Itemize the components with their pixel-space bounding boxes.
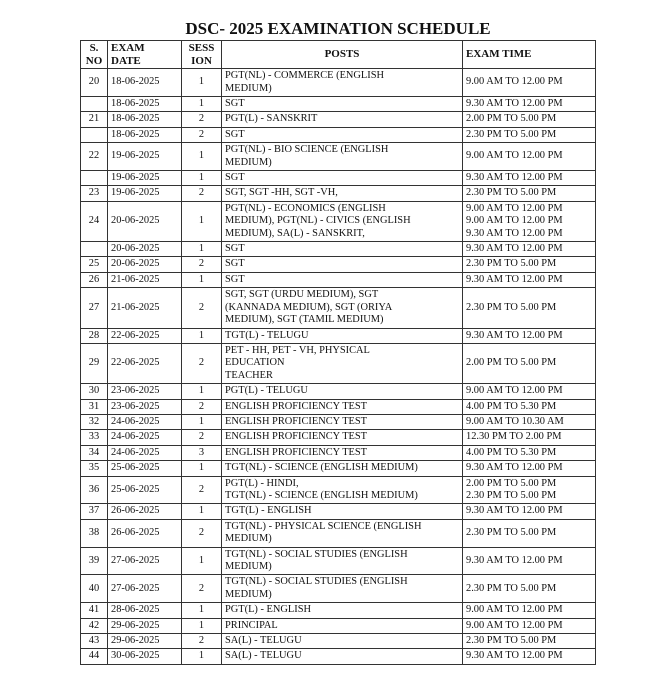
table-row xyxy=(81,504,596,519)
exam-time-cell: 9.30 AM TO 12.00 PM xyxy=(463,171,596,186)
exam-date-cell: 27-06-2025 xyxy=(108,547,182,575)
session-cell: 2 xyxy=(182,430,222,445)
table-row xyxy=(81,445,596,460)
exam-time-cell: 2.30 PM TO 5.00 PM xyxy=(463,575,596,603)
posts-cell: TGT(L) - TELUGU xyxy=(222,328,463,343)
posts-cell: TGT(NL) - SOCIAL STUDIES (ENGLISH MEDIUM) xyxy=(222,547,463,575)
serial-number-cell: 38 xyxy=(81,519,108,547)
posts-cell: SGT xyxy=(222,272,463,287)
session-cell: 2 xyxy=(182,575,222,603)
exam-time-cell: 2.00 PM TO 5.00 PM 2.30 PM TO 5.00 PM xyxy=(463,476,596,504)
exam-date-cell: 29-06-2025 xyxy=(108,634,182,649)
serial-number-cell: 43 xyxy=(81,634,108,649)
session-cell: 2 xyxy=(182,257,222,272)
session-cell: 2 xyxy=(182,343,222,383)
header-posts: POSTS xyxy=(222,41,463,69)
posts-cell: ENGLISH PROFICIENCY TEST xyxy=(222,414,463,429)
exam-time-cell: 9.00 AM TO 12.00 PM xyxy=(463,618,596,633)
exam-time-cell: 9.00 AM TO 10.30 AM xyxy=(463,414,596,429)
exam-date-cell: 18-06-2025 xyxy=(108,112,182,127)
session-cell: 1 xyxy=(182,143,222,171)
table-header-row xyxy=(81,41,596,69)
header-exam-date xyxy=(108,41,182,69)
serial-number-cell: 22 xyxy=(81,143,108,171)
exam-time-cell: 2.00 PM TO 5.00 PM xyxy=(463,112,596,127)
session-cell: 1 xyxy=(182,547,222,575)
exam-time-cell: 2.30 PM TO 5.00 PM xyxy=(463,288,596,328)
exam-time-cell: 9.00 AM TO 12.00 PM xyxy=(463,384,596,399)
serial-number-cell: 33 xyxy=(81,430,108,445)
exam-time-cell: 2.30 PM TO 5.00 PM xyxy=(463,127,596,142)
table-row xyxy=(81,127,596,142)
serial-number-cell: 29 xyxy=(81,343,108,383)
serial-number-cell: 24 xyxy=(81,201,108,241)
header-session-line2: ION xyxy=(191,54,212,67)
posts-cell: PRINCIPAL xyxy=(222,618,463,633)
header-sno-line1: S. xyxy=(89,42,99,54)
posts-cell: TGT(NL) - SOCIAL STUDIES (ENGLISH MEDIUM) xyxy=(222,575,463,603)
session-cell: 1 xyxy=(182,272,222,287)
serial-number-cell: 26 xyxy=(81,272,108,287)
exam-date-cell: 20-06-2025 xyxy=(108,257,182,272)
table-row xyxy=(81,519,596,547)
posts-cell: ENGLISH PROFICIENCY TEST xyxy=(222,430,463,445)
exam-time-cell: 2.30 PM TO 5.00 PM xyxy=(463,634,596,649)
table-row xyxy=(81,634,596,649)
exam-date-cell: 25-06-2025 xyxy=(108,461,182,476)
session-cell: 1 xyxy=(182,649,222,664)
exam-date-cell: 24-06-2025 xyxy=(108,445,182,460)
exam-date-cell: 22-06-2025 xyxy=(108,328,182,343)
session-cell: 1 xyxy=(182,603,222,618)
exam-time-cell: 9.30 AM TO 12.00 PM xyxy=(463,649,596,664)
session-cell: 2 xyxy=(182,519,222,547)
table-row xyxy=(81,343,596,383)
table-row xyxy=(81,272,596,287)
posts-cell: PGT(L) - ENGLISH xyxy=(222,603,463,618)
exam-date-cell: 19-06-2025 xyxy=(108,171,182,186)
exam-date-cell: 27-06-2025 xyxy=(108,575,182,603)
posts-cell: PGT(NL) - BIO SCIENCE (ENGLISH MEDIUM) xyxy=(222,143,463,171)
exam-time-cell: 12.30 PM TO 2.00 PM xyxy=(463,430,596,445)
exam-date-cell: 26-06-2025 xyxy=(108,504,182,519)
table-row xyxy=(81,649,596,664)
table-row xyxy=(81,201,596,241)
exam-date-cell: 23-06-2025 xyxy=(108,384,182,399)
serial-number-cell: 31 xyxy=(81,399,108,414)
exam-time-cell: 9.00 AM TO 12.00 PM xyxy=(463,603,596,618)
schedule-title: DSC- 2025 EXAMINATION SCHEDULE xyxy=(80,18,596,41)
posts-cell: SGT xyxy=(222,171,463,186)
exam-date-cell: 18-06-2025 xyxy=(108,69,182,97)
exam-time-cell: 9.00 AM TO 12.00 PM xyxy=(463,143,596,171)
table-row xyxy=(81,186,596,201)
exam-time-cell: 2.30 PM TO 5.00 PM xyxy=(463,519,596,547)
header-session-line1: SESS xyxy=(188,42,215,54)
posts-cell: PGT(L) - SANSKRIT xyxy=(222,112,463,127)
exam-date-cell: 30-06-2025 xyxy=(108,649,182,664)
session-cell: 2 xyxy=(182,288,222,328)
serial-number-cell: 21 xyxy=(81,112,108,127)
posts-cell: TGT(NL) - PHYSICAL SCIENCE (ENGLISH MEDIUM) xyxy=(222,519,463,547)
posts-cell: SGT xyxy=(222,242,463,257)
exam-date-cell: 23-06-2025 xyxy=(108,399,182,414)
serial-number-cell: 35 xyxy=(81,461,108,476)
exam-date-cell: 19-06-2025 xyxy=(108,186,182,201)
table-row xyxy=(81,257,596,272)
exam-date-cell: 19-06-2025 xyxy=(108,143,182,171)
session-cell: 1 xyxy=(182,97,222,112)
exam-date-cell: 20-06-2025 xyxy=(108,242,182,257)
exam-time-cell: 4.00 PM TO 5.30 PM xyxy=(463,399,596,414)
session-cell: 1 xyxy=(182,504,222,519)
header-date-line2: DATE xyxy=(111,54,141,67)
posts-cell: PGT(NL) - ECONOMICS (ENGLISH MEDIUM), PGT(NL) - CIVICS (ENGLISH MEDIUM), SA(L) - SANSKRIT, xyxy=(222,201,463,241)
posts-cell: PET - HH, PET - VH, PHYSICAL EDUCATION TEACHER xyxy=(222,343,463,383)
table-row xyxy=(81,399,596,414)
serial-number-cell: 27 xyxy=(81,288,108,328)
posts-cell: SGT xyxy=(222,97,463,112)
exam-date-cell: 21-06-2025 xyxy=(108,288,182,328)
posts-cell: SGT xyxy=(222,127,463,142)
serial-number-cell: 20 xyxy=(81,69,108,97)
posts-cell: ENGLISH PROFICIENCY TEST xyxy=(222,399,463,414)
serial-number-cell: 39 xyxy=(81,547,108,575)
posts-cell: SA(L) - TELUGU xyxy=(222,649,463,664)
serial-number-cell xyxy=(81,242,108,257)
session-cell: 1 xyxy=(182,414,222,429)
posts-cell: TGT(NL) - SCIENCE (ENGLISH MEDIUM) xyxy=(222,461,463,476)
serial-number-cell: 40 xyxy=(81,575,108,603)
table-row xyxy=(81,97,596,112)
session-cell: 1 xyxy=(182,201,222,241)
serial-number-cell xyxy=(81,171,108,186)
exam-date-cell: 18-06-2025 xyxy=(108,127,182,142)
serial-number-cell: 25 xyxy=(81,257,108,272)
serial-number-cell: 23 xyxy=(81,186,108,201)
session-cell: 1 xyxy=(182,171,222,186)
serial-number-cell: 42 xyxy=(81,618,108,633)
session-cell: 2 xyxy=(182,112,222,127)
table-row xyxy=(81,430,596,445)
exam-date-cell: 25-06-2025 xyxy=(108,476,182,504)
serial-number-cell: 44 xyxy=(81,649,108,664)
exam-time-cell: 9.30 AM TO 12.00 PM xyxy=(463,272,596,287)
table-row xyxy=(81,575,596,603)
session-cell: 1 xyxy=(182,328,222,343)
exam-date-cell: 18-06-2025 xyxy=(108,97,182,112)
header-session xyxy=(182,41,222,69)
exam-time-cell: 9.00 AM TO 12.00 PM 9.00 AM TO 12.00 PM 9.30 AM TO 12.00 PM xyxy=(463,201,596,241)
serial-number-cell: 41 xyxy=(81,603,108,618)
session-cell: 2 xyxy=(182,399,222,414)
posts-cell: PGT(L) - TELUGU xyxy=(222,384,463,399)
exam-date-cell: 24-06-2025 xyxy=(108,414,182,429)
serial-number-cell: 30 xyxy=(81,384,108,399)
table-row xyxy=(81,69,596,97)
serial-number-cell xyxy=(81,127,108,142)
serial-number-cell xyxy=(81,97,108,112)
session-cell: 2 xyxy=(182,127,222,142)
exam-time-cell: 9.30 AM TO 12.00 PM xyxy=(463,461,596,476)
serial-number-cell: 34 xyxy=(81,445,108,460)
exam-time-cell: 9.00 AM TO 12.00 PM xyxy=(463,69,596,97)
header-serial-number xyxy=(81,41,108,69)
session-cell: 1 xyxy=(182,461,222,476)
exam-time-cell: 2.30 PM TO 5.00 PM xyxy=(463,186,596,201)
exam-time-cell: 2.00 PM TO 5.00 PM xyxy=(463,343,596,383)
header-date-line1: EXAM xyxy=(111,42,145,54)
posts-cell: ENGLISH PROFICIENCY TEST xyxy=(222,445,463,460)
session-cell: 3 xyxy=(182,445,222,460)
serial-number-cell: 37 xyxy=(81,504,108,519)
exam-date-cell: 24-06-2025 xyxy=(108,430,182,445)
table-row xyxy=(81,242,596,257)
table-row xyxy=(81,461,596,476)
table-row xyxy=(81,384,596,399)
session-cell: 2 xyxy=(182,634,222,649)
table-row xyxy=(81,143,596,171)
table-row xyxy=(81,171,596,186)
serial-number-cell: 28 xyxy=(81,328,108,343)
table-row xyxy=(81,547,596,575)
table-row xyxy=(81,112,596,127)
posts-cell: PGT(L) - HINDI, TGT(NL) - SCIENCE (ENGLISH MEDIUM) xyxy=(222,476,463,504)
session-cell: 2 xyxy=(182,186,222,201)
exam-date-cell: 22-06-2025 xyxy=(108,343,182,383)
session-cell: 1 xyxy=(182,69,222,97)
exam-time-cell: 2.30 PM TO 5.00 PM xyxy=(463,257,596,272)
exam-time-cell: 9.30 AM TO 12.00 PM xyxy=(463,97,596,112)
table-row xyxy=(81,603,596,618)
exam-schedule-table xyxy=(80,40,596,665)
exam-date-cell: 26-06-2025 xyxy=(108,519,182,547)
posts-cell: PGT(NL) - COMMERCE (ENGLISH MEDIUM) xyxy=(222,69,463,97)
posts-cell: TGT(L) - ENGLISH xyxy=(222,504,463,519)
session-cell: 1 xyxy=(182,242,222,257)
posts-cell: SGT, SGT (URDU MEDIUM), SGT (KANNADA MEDIUM), SGT (ORIYA MEDIUM), SGT (TAMIL MEDIUM) xyxy=(222,288,463,328)
table-row xyxy=(81,288,596,328)
exam-date-cell: 21-06-2025 xyxy=(108,272,182,287)
serial-number-cell: 36 xyxy=(81,476,108,504)
table-row xyxy=(81,476,596,504)
exam-time-cell: 9.30 AM TO 12.00 PM xyxy=(463,242,596,257)
schedule-body xyxy=(81,69,596,665)
posts-cell: SA(L) - TELUGU xyxy=(222,634,463,649)
table-row xyxy=(81,414,596,429)
exam-time-cell: 9.30 AM TO 12.00 PM xyxy=(463,328,596,343)
exam-time-cell: 9.30 AM TO 12.00 PM xyxy=(463,504,596,519)
table-row xyxy=(81,328,596,343)
header-sno-line2: NO xyxy=(85,54,103,67)
session-cell: 1 xyxy=(182,618,222,633)
posts-cell: SGT, SGT -HH, SGT -VH, xyxy=(222,186,463,201)
exam-time-cell: 4.00 PM TO 5.30 PM xyxy=(463,445,596,460)
exam-date-cell: 20-06-2025 xyxy=(108,201,182,241)
exam-time-cell: 9.30 AM TO 12.00 PM xyxy=(463,547,596,575)
session-cell: 1 xyxy=(182,384,222,399)
posts-cell: SGT xyxy=(222,257,463,272)
serial-number-cell: 32 xyxy=(81,414,108,429)
exam-date-cell: 28-06-2025 xyxy=(108,603,182,618)
header-exam-time: EXAM TIME xyxy=(463,41,596,69)
table-row xyxy=(81,618,596,633)
session-cell: 2 xyxy=(182,476,222,504)
exam-date-cell: 29-06-2025 xyxy=(108,618,182,633)
